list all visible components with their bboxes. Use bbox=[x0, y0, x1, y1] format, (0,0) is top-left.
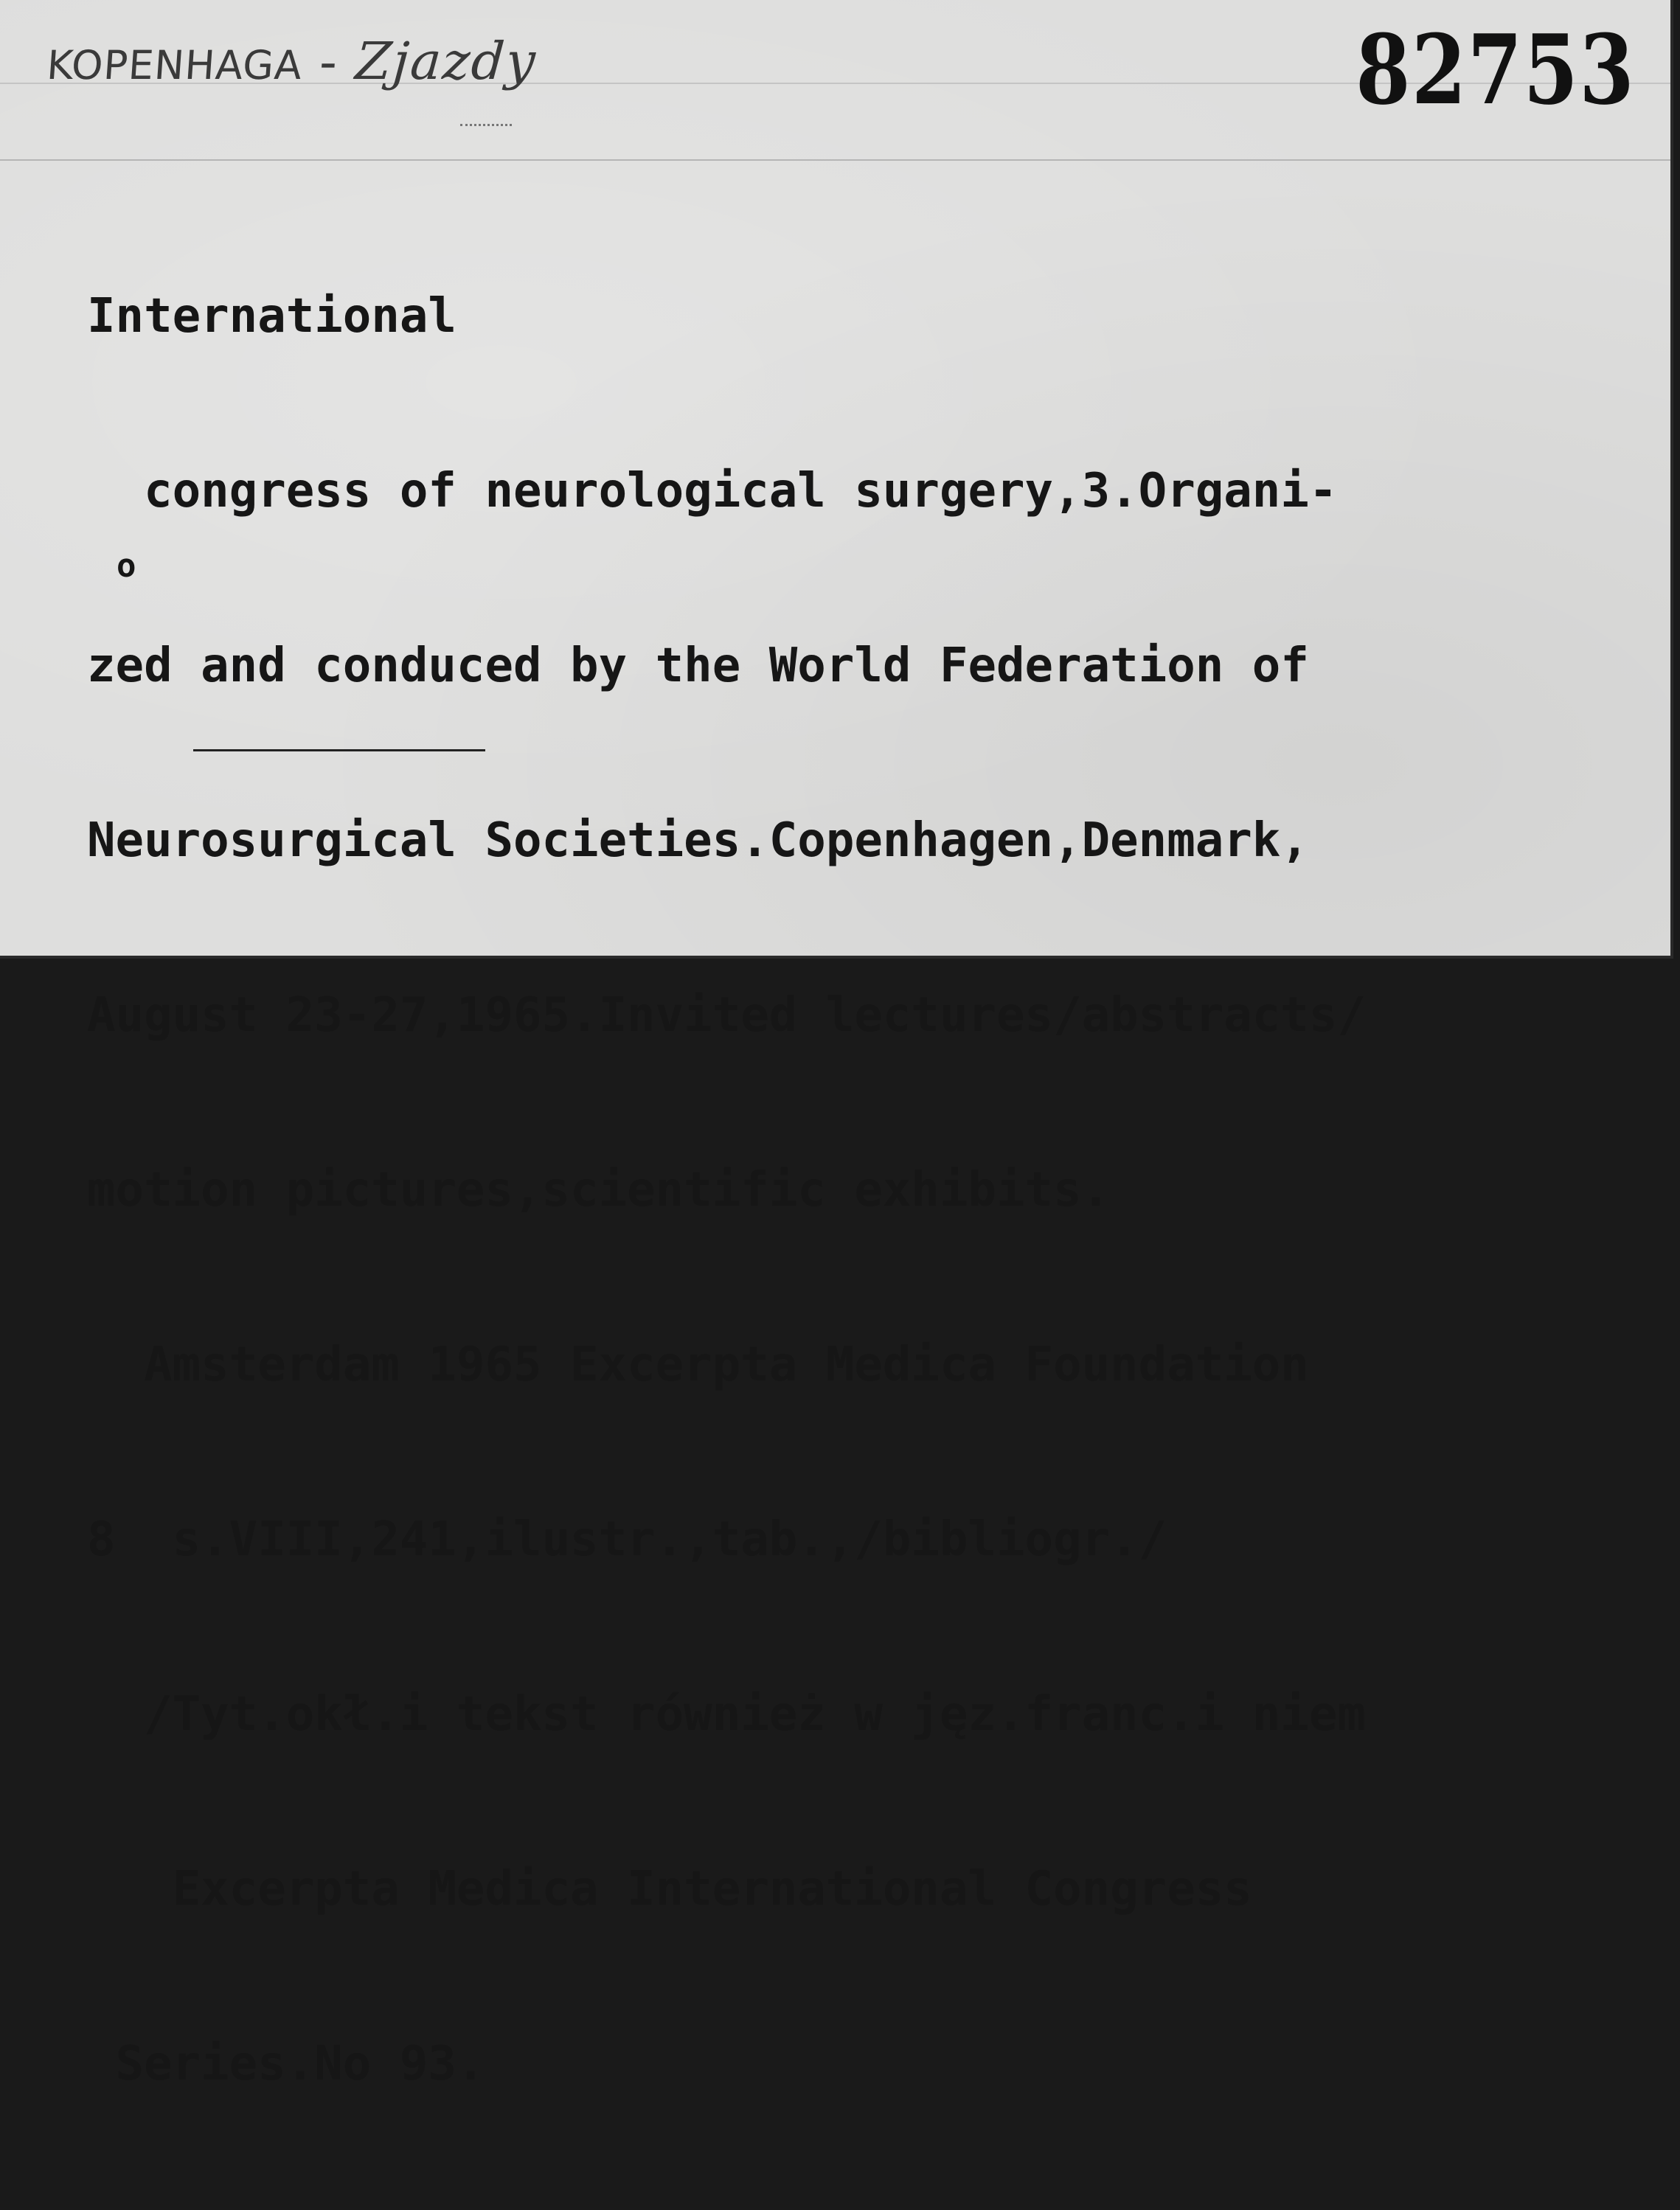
body-line-5: August 23-27,1965.Invited lectures/abstracts/ bbox=[87, 988, 1366, 1043]
body-line-7: Amsterdam 1965 Excerpta Medica Foundation bbox=[87, 1338, 1309, 1392]
body-line-3: zed and conduced by the World Federation of bbox=[87, 639, 1309, 693]
body-line-6: motion pictures,scientific exhibits. bbox=[87, 1163, 1111, 1217]
body-line-10: Excerpta Medica International Congress bbox=[87, 1862, 1252, 1917]
catalog-number: 82753 bbox=[1355, 13, 1635, 126]
body-line-8: 8 s.VIII,241,ilustr.,tab.,/bibliogr./ bbox=[87, 1512, 1167, 1567]
ruled-line-heading bbox=[0, 159, 1670, 161]
format-superscript: o bbox=[117, 547, 136, 585]
body-line-11: Series.No 93. bbox=[87, 2037, 485, 2091]
card-body-text bbox=[87, 171, 1680, 2210]
series-underline bbox=[193, 749, 485, 751]
body-line-1: International bbox=[87, 289, 457, 344]
heading-city: KOPENHAGA bbox=[45, 42, 305, 88]
heading-topic: Zjazdy bbox=[353, 31, 539, 91]
heading-separator: - bbox=[317, 34, 341, 91]
body-line-2: congress of neurological surgery,3.Organi- bbox=[87, 464, 1338, 518]
body-line-4: Neurosurgical Societies.Copenhagen,Denmark, bbox=[87, 813, 1309, 868]
pencil-mark bbox=[460, 124, 512, 128]
body-line-9: /Tyt.okł.i tekst również w jęz.franc.i niem bbox=[87, 1687, 1366, 1742]
subject-heading bbox=[45, 31, 538, 91]
